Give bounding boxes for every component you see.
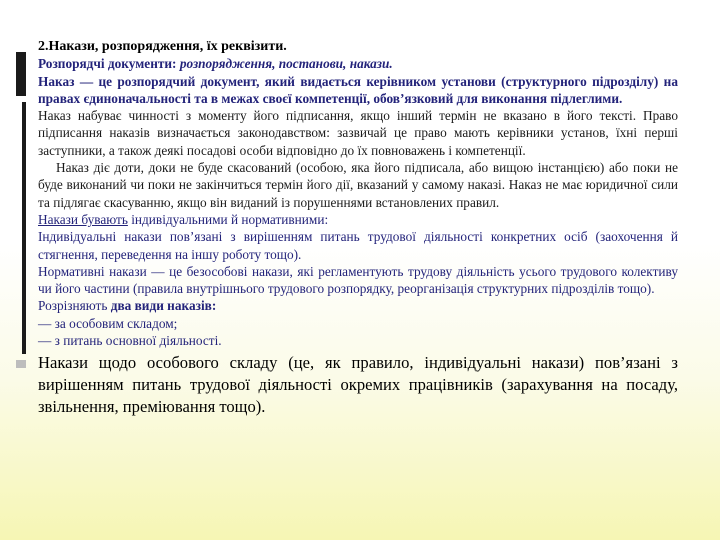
slide-title: 2.Накази, розпорядження, їх реквізити. [38,39,287,54]
normative-orders: Нормативні накази — це безособові накази, які регламентують трудову діяльність усього трудового колективу чи його частини (правила внутрішнього трудового розпорядку, реорганізація структурних підрозділів тощо). [38,263,678,297]
kind-main: — з питань основної діяльності. [38,333,222,349]
order-validity: Наказ набуває чинності з моменту його підписання, якщо інший термін не вказано в його тексті. Право підписання наказів визначається законодавством: зазвичай це право мають керівники установ, їхні перші заступники, а також деякі посадові особи відповідно до їх повноважень і компетенції. [38,108,678,158]
decorative-bar-side [22,102,26,354]
types-intro-link[interactable]: Накази бувають [38,211,128,227]
distinguish-bold: два види наказів: [110,298,217,314]
admin-docs-label: Розпорядчі документи: [38,56,177,72]
distinguish-line [38,297,678,314]
distinguish-prefix: Розрізняють [38,298,111,314]
individual-orders: Індивідуальні накази пов’язані з вирішенням питань трудової діяльності конкретних осіб (заохочення й стягнення, переведення на іншу роботу тощо). [38,229,678,262]
decorative-bar-top [16,52,26,96]
order-definition: Наказ — це розпорядчий документ, який видається керівником установи (структурного підрозділу) на правах єдиноначальності та в межах своєї компетенції, обов’язковий для виконання підлеглими. [38,73,678,106]
admin-docs-line [38,55,678,72]
decorative-bar-grey [16,360,26,368]
order-duration: Наказ діє доти, доки не буде скасований (особою, яка його підписала, або вищою інстанцією) або поки не буде виконаний чи поки не закінчиться термін його дії, вказаний у самому наказі. Наказ не має юридичної сили та підлягає скасуванню, якщо він виданий із порушеннями встановлених правил. [38,160,678,210]
admin-docs-items: розпорядження, постанови, накази. [179,56,393,72]
types-intro [38,211,678,228]
final-paragraph: Накази щодо особового складу (це, як правило, індивідуальні накази) пов’язані з вирішенням питань трудової діяльності окремих працівників (зарахування на посаду, звільнення, преміювання тощо). [38,353,678,417]
slide-content [38,38,678,418]
types-intro-rest: індивідуальними й нормативними: [127,211,329,227]
kind-personnel: — за особовим складом; [38,315,178,331]
